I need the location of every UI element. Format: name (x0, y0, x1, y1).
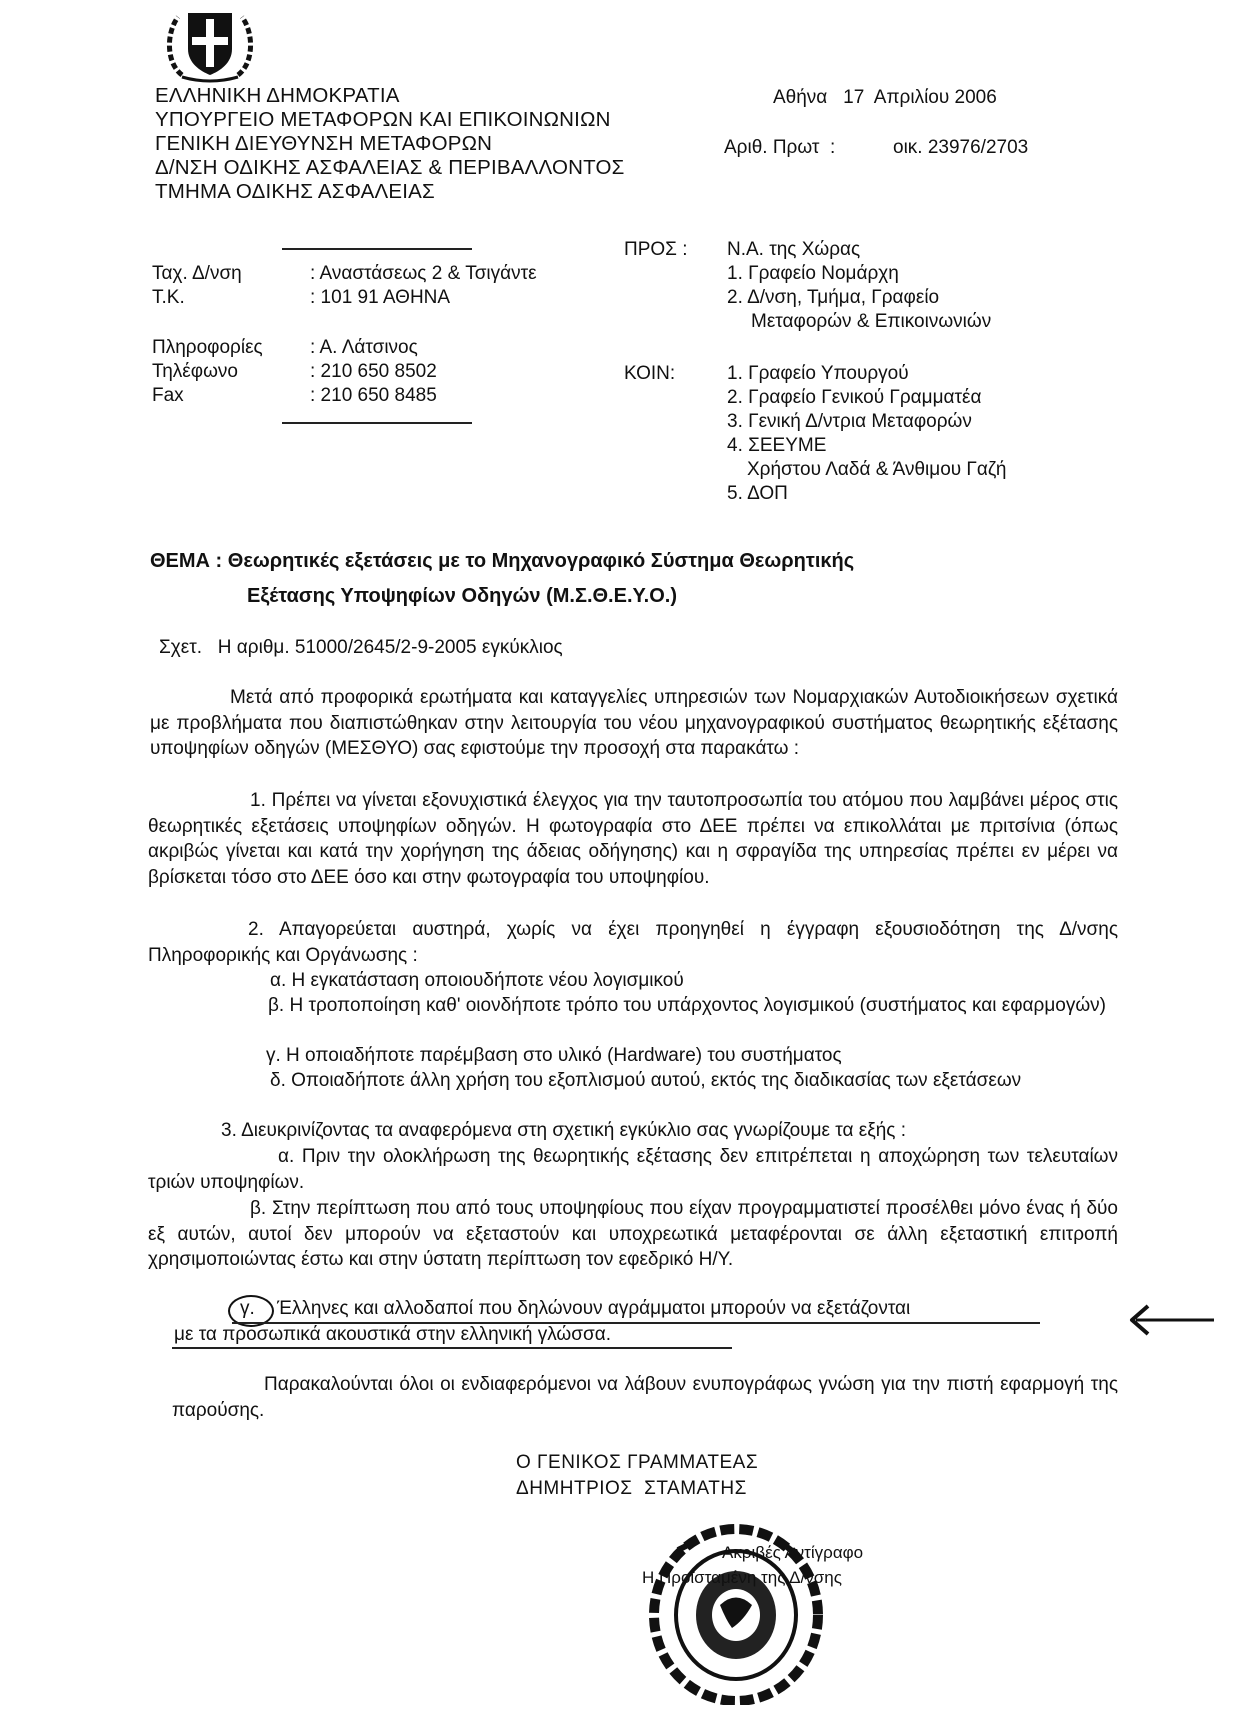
info-label: Πληροφορίες (152, 337, 263, 358)
recipient-line: Μεταφορών & Επικοινωνιών (751, 311, 992, 332)
address-value: : Αναστάσεως 2 & Τσιγάντε (310, 263, 537, 284)
cc-line: 5. ΔΟΠ (727, 483, 788, 504)
recipients-cc-list (727, 362, 1087, 506)
header-line-division: Δ/ΝΣΗ ΟΔΙΚΗΣ ΑΣΦΑΛΕΙΑΣ & ΠΕΡΙΒΑΛΛΟΝΤΟΣ (155, 156, 625, 179)
recipients-to-label: ΠΡΟΣ : (624, 239, 688, 260)
official-stamp (648, 1510, 823, 1705)
recipients-cc-label: ΚΟΙΝ: (624, 363, 676, 384)
header-line-ministry: ΥΠΟΥΡΓΕΙΟ ΜΕΤΑΦΟΡΩΝ ΚΑΙ ΕΠΙΚΟΙΝΩΝΙΩΝ (155, 108, 611, 131)
header-line-directorate: ΓΕΝΙΚΗ ΔΙΕΥΘΥΝΣΗ ΜΕΤΑΦΟΡΩΝ (155, 132, 493, 155)
left-arrow-icon (1128, 1300, 1218, 1340)
body-point-3a: α. Πριν την ολοκλήρωση της θεωρητικής εξέτασης δεν επιτρέπεται η αποχώρηση των τελευταίων τριών υποψηφίων. (148, 1146, 1118, 1193)
address-label: Ταχ. Δ/νση (152, 263, 242, 284)
body-point-2c: γ. Η οποιαδήποτε παρέμβαση στο υλικό (Hardware) του συστήματος (266, 1045, 842, 1066)
closing-paragraph: Παρακαλούνται όλοι οι ενδιαφερόμενοι να λάβουν ενυπογράφως γνώση για την πιστή εφαρμογή της παρούσης. (172, 1374, 1118, 1421)
organization-header (155, 84, 715, 204)
protocol-label: Αριθ. Πρωτ : (724, 137, 836, 158)
info-value: : Α. Λάτσινος (310, 337, 418, 358)
signature-name: ΔΗΜΗΤΡΙΟΣ ΣΤΑΜΑΤΗΣ (516, 1478, 747, 1499)
protocol-number: οικ. 23976/2703 (893, 137, 1029, 158)
body-point-3c-line2: με τα προσωπικά ακουστικά στην ελληνική γλώσσα. (174, 1324, 611, 1345)
cc-line: 3. Γενική Δ/ντρια Μεταφορών (727, 411, 972, 432)
cc-line: 1. Γραφείο Υπουργού (727, 363, 909, 384)
recipients-to-list (727, 238, 1087, 334)
body-point-2b: β. Η τροποποίηση καθ' οιονδήποτε τρόπο του υπάρχοντος λογισμικού (συστήματος και εφαρμογών) (268, 995, 1107, 1016)
body-point-1: 1. Πρέπει να γίνεται εξονυχιστικά έλεγχος για την ταυτοπροσωπία του ατόμου που λαμβάνει μέρος στις θεωρητικές εξετάσεις υποψηφίων οδηγών. Η φωτογραφία στο ΔΕΕ πρέπει να επικολλάται με πριτσίνια (όπως ακριβώς γίνεται και κατά την χορήγηση της άδειας οδήγησης) και η σφραγίδα της υπηρεσίας πρέπει εν μέρει να βρίσκεται τόσο στο ΔΕΕ όσο και στην φωτογραφία του υποψηφίου. (148, 790, 1118, 888)
recipient-line: Ν.Α. της Χώρας (727, 239, 861, 260)
body-point-2: 2. Απαγορεύεται αυστηρά, χωρίς να έχει προηγηθεί η έγγραφη εξουσιοδότηση της Δ/νσης Πληροφορικής και Οργάνωσης : (148, 919, 1118, 966)
body-point-2a: α. Η εγκατάσταση οποιουδήποτε νέου λογισμικού (270, 970, 684, 991)
subject-line-1: ΘΕΜΑ : Θεωρητικές εξετάσεις με το Μηχανογραφικό Σύστημα Θεωρητικής (150, 550, 855, 572)
body-point-3c-marker: γ. (240, 1298, 255, 1319)
body-point-2d: δ. Οποιαδήποτε άλλη χρήση του εξοπλισμού αυτού, εκτός της διαδικασίας των εξετάσεων (270, 1070, 1022, 1091)
header-line-department: ΤΜΗΜΑ ΟΔΙΚΗΣ ΑΣΦΑΛΕΙΑΣ (155, 180, 435, 203)
postcode-value: : 101 91 ΑΘΗΝΑ (310, 287, 451, 308)
phone-value: : 210 650 8502 (310, 361, 437, 382)
fax-label: Fax (152, 385, 184, 406)
reference-line: Σχετ. Η αριθμ. 51000/2645/2-9-2005 εγκύκλιος (159, 637, 563, 658)
recipient-line: 1. Γραφείο Νομάρχη (727, 263, 899, 284)
cc-line: 2. Γραφείο Γενικού Γραμματέα (727, 387, 982, 408)
body-intro (150, 685, 1118, 762)
body-point-3: 3. Διευκρινίζοντας τα αναφερόμενα στη σχετική εγκύκλιο σας γνωρίζουμε τα εξής : (221, 1120, 907, 1141)
stamp-copy-line: Ακριβές Αντίγραφο (722, 1543, 864, 1562)
contact-bottom-rule (282, 422, 472, 424)
body-point-3c-line1: Έλληνες και αλλοδαποί που δηλώνουν αγράμματοι μπορούν να εξετάζονται (277, 1298, 911, 1319)
postcode-label: Τ.Κ. (152, 287, 185, 308)
phone-label: Τηλέφωνο (152, 361, 238, 382)
fax-value: : 210 650 8485 (310, 385, 437, 406)
recipient-line: 2. Δ/νση, Τμήμα, Γραφείο (727, 287, 940, 308)
intro-text: Μετά από προφορικά ερωτήματα και καταγγελίες υπηρεσιών των Νομαρχιακών Αυτοδιοικήσεων σχετικά με προβλήματα που διαπιστώθηκαν στην λειτουργία του νέου μηχανογραφικού συστήματος θεωρητικής εξέτασης υποψηφίων οδηγών (ΜΕΣΘΥΟ) σας εφιστούμε την προσοχή στα παρακάτω : (150, 687, 1118, 759)
stamp-head-line: Η Προϊσταμένη της Δ/νσης (642, 1568, 842, 1587)
subject-line-2: Εξέτασης Υποψηφίων Οδηγών (Μ.Σ.Θ.Ε.Υ.Ο.) (247, 585, 677, 607)
document-date: Αθήνα 17 Απριλίου 2006 (773, 87, 997, 108)
header-line-republic: ΕΛΛΗΝΙΚΗ ΔΗΜΟΚΡΑΤΙΑ (155, 84, 400, 107)
cc-line: Χρήστου Λαδά & Άνθιμου Γαζή (747, 459, 1007, 480)
coat-of-arms-emblem (160, 5, 260, 83)
body-point-3b: β. Στην περίπτωση που από τους υποψηφίους που είχαν προγραμματιστεί προσέλθει μόνο ένας ή δύο εξ αυτών, αυτοί δεν μπορούν να εξεταστούν και υποχρεωτικά μεταφέρονται σε άλλη εξεταστική επιτροπή χρησιμοποιώντας έστω και στην ύστατη περίπτωση τον εφεδρικό Η/Υ. (148, 1198, 1118, 1270)
underline-3c-2 (172, 1347, 732, 1349)
signature-role: Ο ΓΕΝΙΚΟΣ ΓΡΑΜΜΑΤΕΑΣ (516, 1452, 759, 1473)
cc-line: 4. ΣΕΕΥΜΕ (727, 435, 827, 456)
contact-top-rule (282, 248, 472, 250)
